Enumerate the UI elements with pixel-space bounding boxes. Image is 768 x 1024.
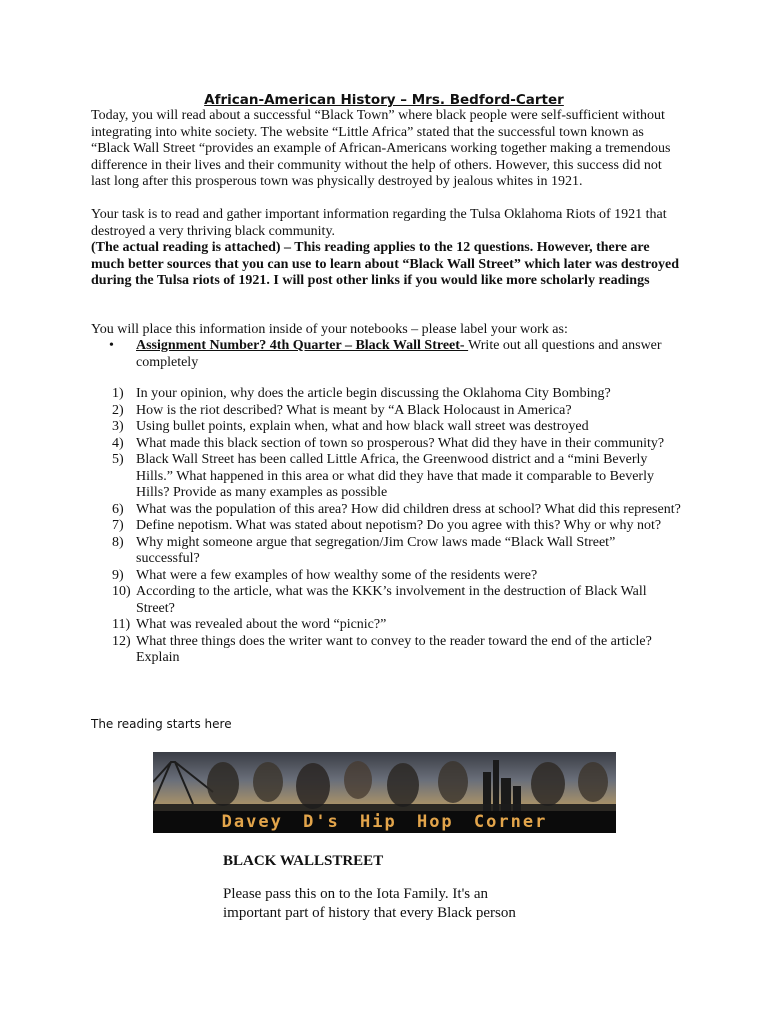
question-number: 6) [112, 501, 124, 517]
reading-heading: BLACK WALLSTREET [223, 853, 384, 869]
question-text: What three things does the writer want to convey to the reader toward the end of the article? Explain [136, 633, 652, 665]
list-item [91, 634, 681, 667]
list-item [91, 403, 681, 420]
question-number: 10) [112, 584, 131, 599]
bullet-icon: • [109, 338, 114, 353]
task-paragraph: Your task is to read and gather important information regarding the Tulsa Oklahoma Riots of 1921 that destroyed a very thriving black community. [91, 207, 667, 239]
question-number: 2) [112, 402, 124, 418]
list-item [91, 419, 681, 436]
question-text: What was the population of this area? How did children dress at school? What did this represent? [136, 501, 681, 517]
question-text: Using bullet points, explain when, what and how black wall street was destroyed [136, 419, 589, 434]
list-item [91, 452, 681, 502]
hip-hop-corner-banner-image [153, 752, 616, 833]
banner-title: Davey D's Hip Hop Corner [153, 811, 616, 833]
reading-note-paragraph: (The actual reading is attached) – This reading applies to the 12 questions. However, there are much better sources that you can use to learn about “Black Wall Street” which later was destroyed during the Tulsa riots of 1921. I will post other links if you would like more scholarly readings [91, 240, 679, 288]
question-number: 9) [112, 567, 124, 583]
question-text: How is the riot described? What is meant by “A Black Holocaust in America? [136, 402, 572, 418]
list-item [91, 386, 681, 403]
question-number: 5) [112, 452, 124, 467]
question-text: What was revealed about the word “picnic?” [136, 617, 387, 632]
question-text: In your opinion, why does the article begin discussing the Oklahoma City Bombing? [136, 386, 611, 401]
question-number: 3) [112, 419, 124, 434]
list-item [91, 617, 681, 634]
reading-excerpt [223, 852, 533, 923]
list-item [91, 502, 681, 519]
reading-starts-label: The reading starts here [91, 717, 232, 731]
list-item [91, 436, 681, 453]
question-text: What made this black section of town so prosperous? What did they have in their community? [136, 435, 665, 451]
question-number: 8) [112, 534, 124, 550]
intro-paragraph: Today, you will read about a successful “Black Town” where black people were self-sufficient without integrating into white society. The website “Little Africa” stated that the successful town known as “Black Wall Street “provides an example of African-Americans working together making a tremendous difference in their lives and their community without the help of others. However, this success did not last long after this prosperous town was physically destroyed by jealous whites in 1921. [91, 108, 671, 189]
question-text: According to the article, what was the KKK’s involvement in the destruction of Black Wall Street? [136, 584, 647, 616]
list-item [91, 568, 681, 585]
question-list [91, 386, 681, 667]
question-number: 11) [112, 617, 131, 632]
question-number: 7) [112, 518, 124, 533]
assignment-text [136, 338, 679, 371]
question-number: 4) [112, 435, 124, 451]
list-item [91, 535, 681, 568]
question-text: Black Wall Street has been called Little Africa, the Greenwood district and a “mini Beverly Hills.” What happened in this area or what did they have that made it comparable to Beverly Hills? Provide as many examples as possible [136, 452, 654, 500]
list-item [91, 584, 681, 617]
question-number: 12) [112, 633, 131, 649]
page-title: African-American History – Mrs. Bedford-Carter [204, 92, 564, 108]
list-item [91, 518, 681, 535]
assignment-label: Assignment Number? 4th Quarter – Black Wall Street- [136, 338, 469, 353]
question-text: Why might someone argue that segregation/Jim Crow laws made “Black Wall Street” successful? [136, 534, 616, 566]
reading-body: Please pass this on to the Iota Family. It's an important part of history that every Black person [223, 886, 516, 921]
assignment-instruction: Write out all questions and answer completely [136, 338, 662, 370]
question-text: Define nepotism. What was stated about nepotism? Do you agree with this? Why or why not? [136, 518, 662, 533]
question-text: What were a few examples of how wealthy some of the residents were? [136, 567, 538, 583]
notebook-instructions: You will place this information inside of your notebooks – please label your work as: [91, 322, 568, 337]
question-number: 1) [112, 386, 124, 401]
